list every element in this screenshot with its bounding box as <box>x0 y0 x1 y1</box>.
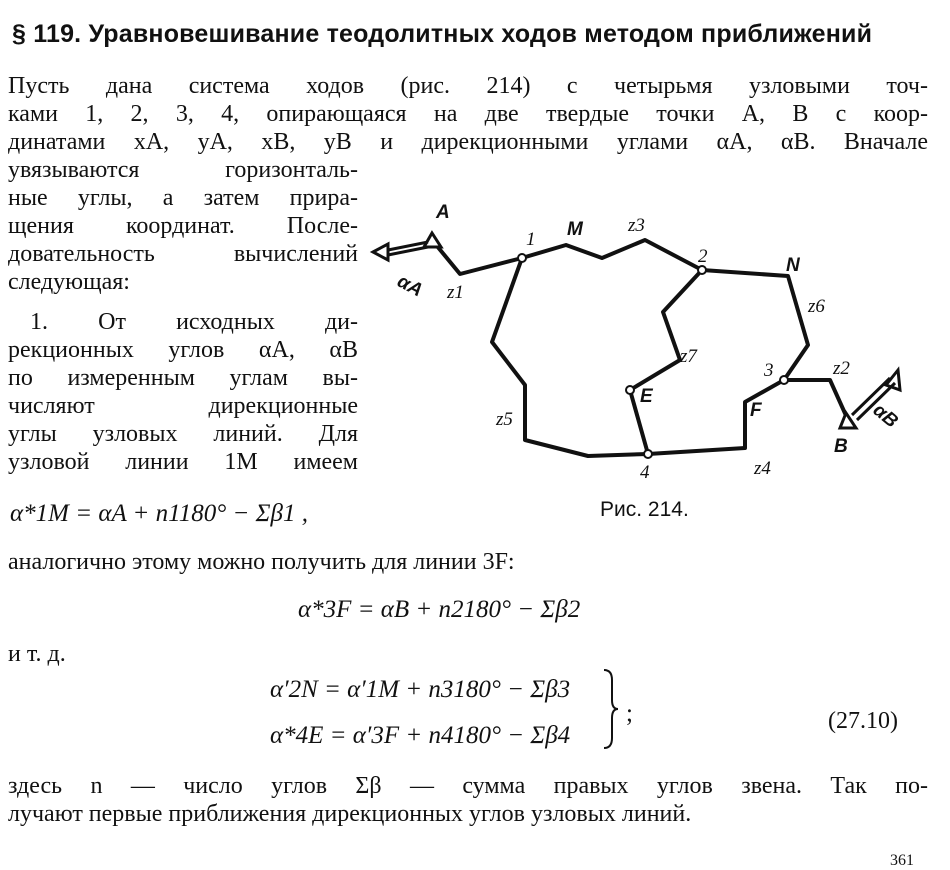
node-1 <box>518 254 526 262</box>
label-node-4: 4 <box>640 462 650 483</box>
label-z5: z5 <box>496 409 513 430</box>
label-alpha-b: αB <box>868 399 902 433</box>
formula-3f: α*3F = αB + n2180° − Σβ2 <box>298 596 581 623</box>
label-m: M <box>567 219 583 240</box>
section-title: § 119. Уравновешивание теодолитных ходов методом приближений <box>12 20 873 48</box>
traverse-z1 <box>432 240 522 274</box>
formula-2n: α′2N = α′1M + n3180° − Σβ3 <box>270 676 571 703</box>
label-b: B <box>834 436 848 457</box>
node-2 <box>698 266 706 274</box>
text-similar <box>8 548 928 576</box>
formula-1m: α*1M = αA + n1180° − Σβ1 , <box>10 500 308 527</box>
label-n: N <box>786 255 800 276</box>
text-line: лучают первые приближения дирекционных углов узловых линий. <box>8 801 692 827</box>
label-z4: z4 <box>754 458 771 479</box>
text-line: увязываются горизонталь- <box>8 157 358 183</box>
label-a: A <box>436 202 450 223</box>
text-line: узловой линии 1M имеем <box>8 449 358 475</box>
text-line: и т. д. <box>8 641 66 667</box>
label-f: F <box>750 400 762 421</box>
text-line: углы узловых линий. Для <box>8 421 358 447</box>
traverse-z2 <box>784 380 848 420</box>
label-node-1: 1 <box>526 229 536 250</box>
formula-4e: α*4E = α′3F + n4180° − Σβ4 <box>270 722 571 749</box>
text-line: следующая: <box>8 269 130 295</box>
paragraph-intro-continued <box>8 156 358 296</box>
paragraph-intro <box>8 72 928 156</box>
traverse-z3 <box>522 240 702 270</box>
node-3 <box>780 376 788 384</box>
text-line: довательность вычислений <box>8 241 358 267</box>
text-line: аналогично этому можно получить для линии 3F: <box>8 549 515 575</box>
traverse-z6 <box>702 270 808 380</box>
text-line: динатами xA, yA, xB, yB и дирекционными углами αA, αB. Вначале <box>8 129 928 155</box>
label-alpha-a: αA <box>393 270 427 302</box>
text-line: щения координат. После- <box>8 213 358 239</box>
text-line: рекционных углов αA, αB <box>8 337 358 363</box>
node-e <box>626 386 634 394</box>
label-z6: z6 <box>808 296 825 317</box>
right-brace <box>602 668 620 750</box>
point-a-triangle <box>424 233 441 247</box>
label-node-2: 2 <box>698 246 708 267</box>
paragraph-conclusion <box>8 772 928 828</box>
text-line: числяют дирекционные <box>8 393 358 419</box>
direction-a-triangle <box>373 244 388 260</box>
paragraph-step1 <box>8 308 358 476</box>
traverse-z5 <box>492 258 648 456</box>
text-line: 1. От исходных ди- <box>30 309 358 335</box>
page-number: 361 <box>890 852 914 869</box>
figure-214 <box>360 195 920 490</box>
text-line: ками 1, 2, 3, 4, опирающаяся на две твердые точки A, B с коор- <box>8 101 928 127</box>
text-line: ные углы, а затем прира- <box>8 185 358 211</box>
label-e: E <box>640 386 653 407</box>
formula-semicolon: ; <box>626 700 633 727</box>
text-line: здесь n — число углов Σβ — сумма правых углов звена. Так по- <box>8 773 928 799</box>
label-node-3: 3 <box>764 360 774 381</box>
text-etc <box>8 640 66 668</box>
label-z2: z2 <box>833 358 850 379</box>
traverse-z4 <box>648 380 784 454</box>
figure-caption: Рис. 214. <box>600 498 689 521</box>
text-line: Пусть дана система ходов (рис. 214) с четырьмя узловыми точ- <box>8 73 928 99</box>
node-4 <box>644 450 652 458</box>
label-z1: z1 <box>447 282 464 303</box>
text-line: по измеренным углам вы- <box>8 365 358 391</box>
label-z7: z7 <box>680 346 697 367</box>
label-z3: z3 <box>628 215 645 236</box>
equation-number: (27.10) <box>828 708 898 734</box>
